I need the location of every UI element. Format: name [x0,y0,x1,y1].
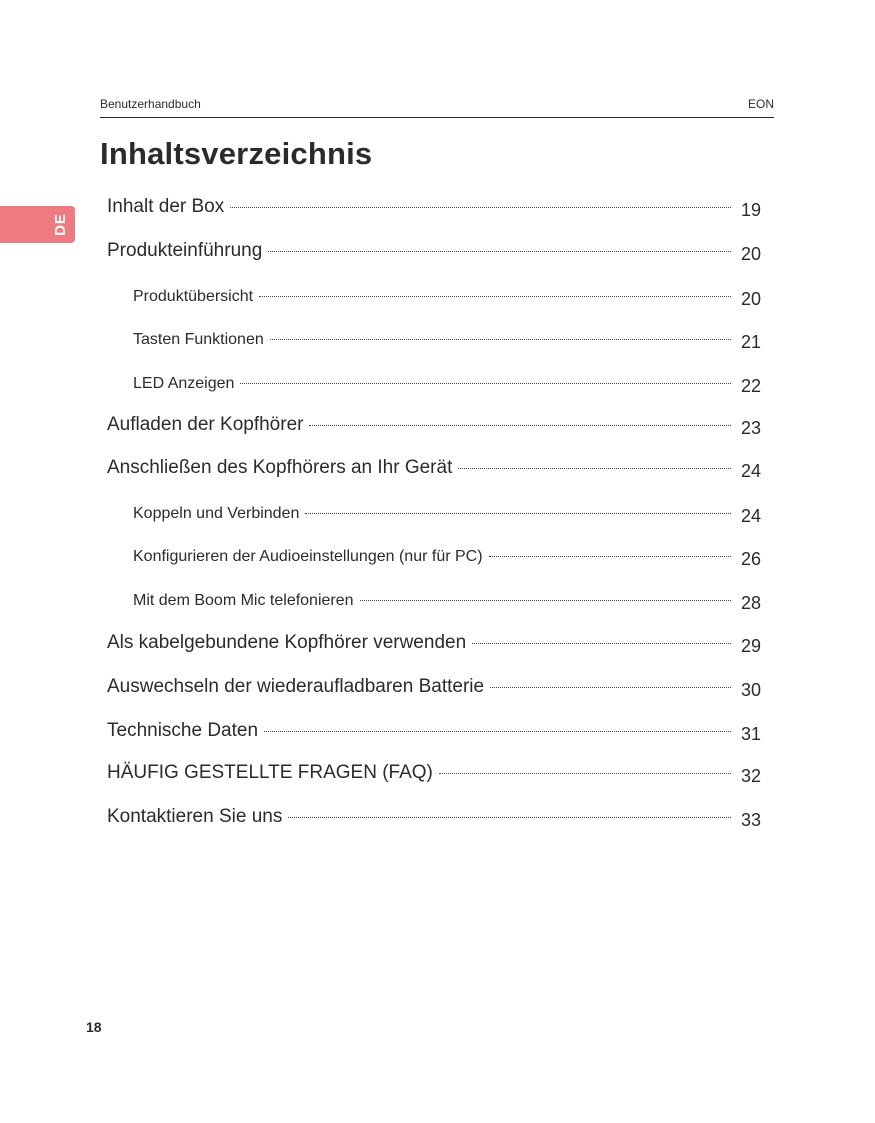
toc-entry[interactable] [107,762,761,806]
toc-entry-label: Mit dem Boom Mic telefonieren [133,592,354,609]
page-title: Inhaltsverzeichnis [100,136,373,171]
toc-entry-page-number: 28 [740,593,761,613]
toc-entry[interactable] [107,632,761,676]
dot-leader [264,731,731,732]
dot-leader [259,296,731,297]
dot-leader [270,339,731,340]
toc-entry-page-number: 23 [740,418,761,438]
toc-entry-label: Koppeln und Verbinden [133,505,300,522]
toc-entry-page-number: 29 [740,636,761,656]
toc-entry[interactable] [107,328,761,372]
toc-entry[interactable] [107,372,761,414]
toc-entry-label: Produktübersicht [133,288,254,305]
header-product-name: EON [747,97,774,111]
dot-leader [305,513,731,514]
dot-leader [309,425,731,426]
toc-entry-label: LED Anzeigen [133,375,235,392]
toc-entry[interactable] [107,676,761,720]
language-tab [0,206,75,243]
toc-entry-label: Als kabelgebundene Kopfhörer verwenden [107,632,467,653]
toc-entry-page-number: 22 [740,376,761,396]
toc-entry-page-number: 33 [740,810,761,830]
dot-leader [288,817,731,818]
table-of-contents [107,196,761,850]
toc-entry-page-number: 26 [740,549,761,569]
toc-entry[interactable] [107,414,761,457]
toc-entry-page-number: 20 [740,289,761,309]
toc-entry[interactable] [107,545,761,589]
toc-entry-label: Auswechseln der wiederaufladbaren Batterie [107,676,485,697]
dot-leader [230,207,731,208]
toc-entry-page-number: 24 [740,506,761,526]
toc-entry-label: Aufladen der Kopfhörer [107,414,304,435]
header-manual-title: Benutzerhandbuch [100,97,201,111]
toc-entry[interactable] [107,589,761,632]
toc-entry-label: Tasten Funktionen [133,331,264,348]
toc-entry-label: Produkteinführung [107,240,263,261]
toc-entry-label: Inhalt der Box [107,196,225,217]
toc-entry-label: Kontaktieren Sie uns [107,806,283,827]
toc-entry[interactable] [107,720,761,762]
toc-entry-label: Technische Daten [107,720,259,741]
toc-entry-page-number: 20 [740,244,761,264]
toc-entry[interactable] [107,240,761,285]
dot-leader [472,643,731,644]
toc-entry-label: Anschließen des Kopfhörers an Ihr Gerät [107,457,453,478]
toc-entry[interactable] [107,806,761,850]
toc-entry-label: HÄUFIG GESTELLTE FRAGEN (FAQ) [107,762,433,783]
dot-leader [489,556,731,557]
running-header [100,97,774,118]
dot-leader [490,687,731,688]
toc-entry[interactable] [107,196,761,240]
dot-leader [458,468,731,469]
toc-entry[interactable] [107,502,761,545]
dot-leader [439,773,731,774]
toc-entry[interactable] [107,285,761,328]
page-number: 18 [86,1019,102,1035]
toc-entry-page-number: 32 [740,766,761,786]
toc-entry-label: Konfigurieren der Audioeinstellungen (nur für PC) [133,548,483,565]
toc-entry-page-number: 30 [740,680,761,700]
dot-leader [240,383,731,384]
dot-leader [360,600,731,601]
dot-leader [268,251,731,252]
toc-entry-page-number: 19 [740,200,761,220]
toc-entry-page-number: 31 [740,724,761,744]
toc-entry-page-number: 24 [740,461,761,481]
toc-entry-page-number: 21 [740,332,761,352]
toc-entry[interactable] [107,457,761,502]
language-tab-label: DE [52,213,69,236]
